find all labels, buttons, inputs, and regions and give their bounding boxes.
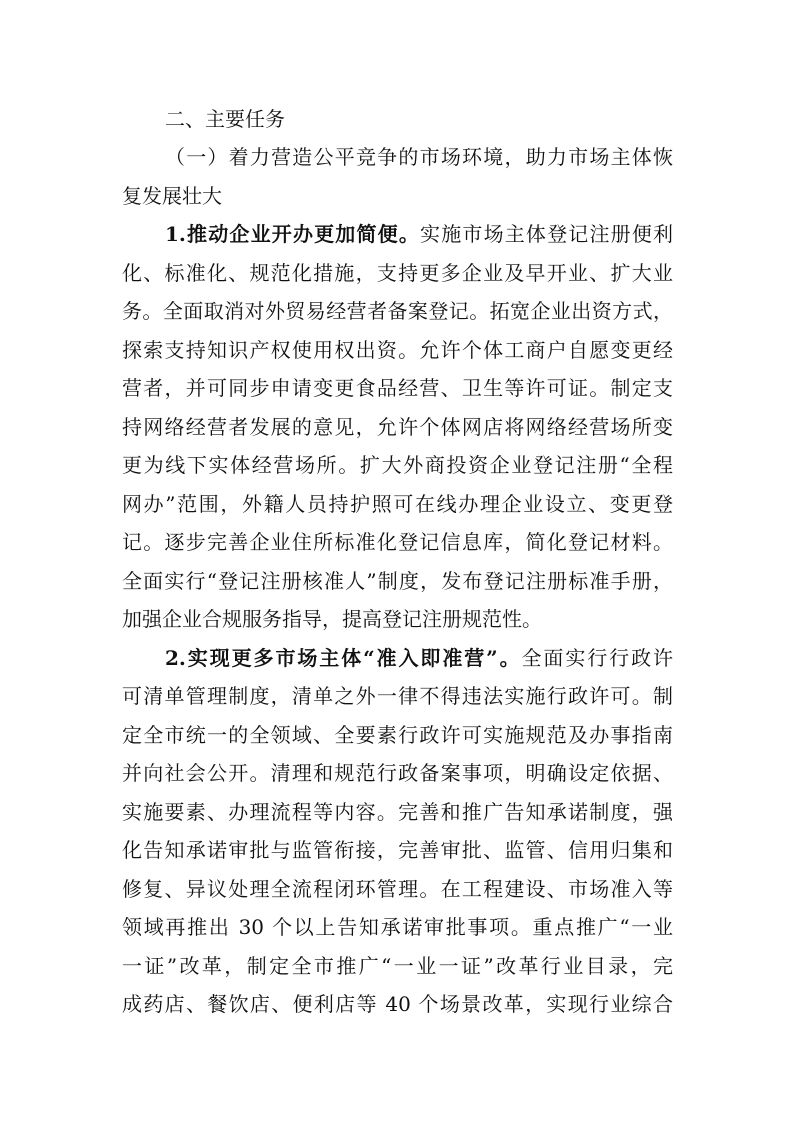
item-2-line: 修复、异议处理全流程闭环管理。在工程建设、市场准入等 <box>122 877 673 901</box>
item-2-first-line <box>165 643 673 673</box>
item-1-text: 实施市场主体登记注册便利 <box>420 222 673 246</box>
item-1-line: 务。全面取消对外贸易经营者备案登记。拓宽企业出资方式， <box>122 299 673 323</box>
item-1-line: 网办”范围，外籍人员持护照可在线办理企业设立、变更登 <box>122 492 673 516</box>
item-2-line: 化告知承诺审批与监管衔接，完善审批、监管、信用归集和 <box>122 838 673 862</box>
item-2-line: 一证”改革，制定全市推广“一业一证”改革行业目录，完 <box>122 954 673 978</box>
item-2-line: 可清单管理制度，清单之外一律不得违法实施行政许可。制 <box>122 684 673 708</box>
item-2-line: 领域再推出 30 个以上告知承诺审批事项。重点推广“一业 <box>122 915 673 939</box>
item-1-line: 化、标准化、规范化措施，支持更多企业及早开业、扩大业 <box>122 261 673 285</box>
item-2-text: 全面实行行政许 <box>521 646 674 670</box>
item-1-line: 探索支持知识产权使用权出资。允许个体工商户自愿变更经 <box>122 338 673 362</box>
item-2-title: 2.实现更多市场主体“准入即准营”。 <box>165 646 522 670</box>
item-1-first-line <box>165 219 673 249</box>
item-1-line: 更为线下实体经营场所。扩大外商投资企业登记注册“全程 <box>122 453 673 477</box>
section-heading: 二、主要任务 <box>165 107 285 131</box>
subsection-heading-line-2: 复发展壮大 <box>122 184 222 208</box>
item-1-line: 营者，并可同步申请变更食品经营、卫生等许可证。制定支 <box>122 376 673 400</box>
item-2-line: 成药店、餐饮店、便利店等 40 个场景改革，实现行业综合 <box>122 992 673 1016</box>
item-2-line: 定全市统一的全领域、全要素行政许可实施规范及办事指南 <box>122 723 673 747</box>
item-1-line: 记。逐步完善企业住所标准化登记信息库，简化登记材料。 <box>122 530 673 554</box>
item-1-title: 1.推动企业开办更加简便。 <box>165 222 421 246</box>
item-1-line: 全面实行“登记注册核准人”制度，发布登记注册标准手册， <box>122 569 673 593</box>
item-1-line: 持网络经营者发展的意见，允许个体网店将网络经营场所变 <box>122 415 673 439</box>
item-2-line: 实施要素、办理流程等内容。完善和推广告知承诺制度，强 <box>122 800 673 824</box>
subsection-heading-line-1: （一）着力营造公平竞争的市场环境，助力市场主体恢 <box>165 145 673 169</box>
item-1-line: 加强企业合规服务指导，提高登记注册规范性。 <box>122 607 542 631</box>
item-2-line: 并向社会公开。清理和规范行政备案事项，明确设定依据、 <box>122 761 673 785</box>
